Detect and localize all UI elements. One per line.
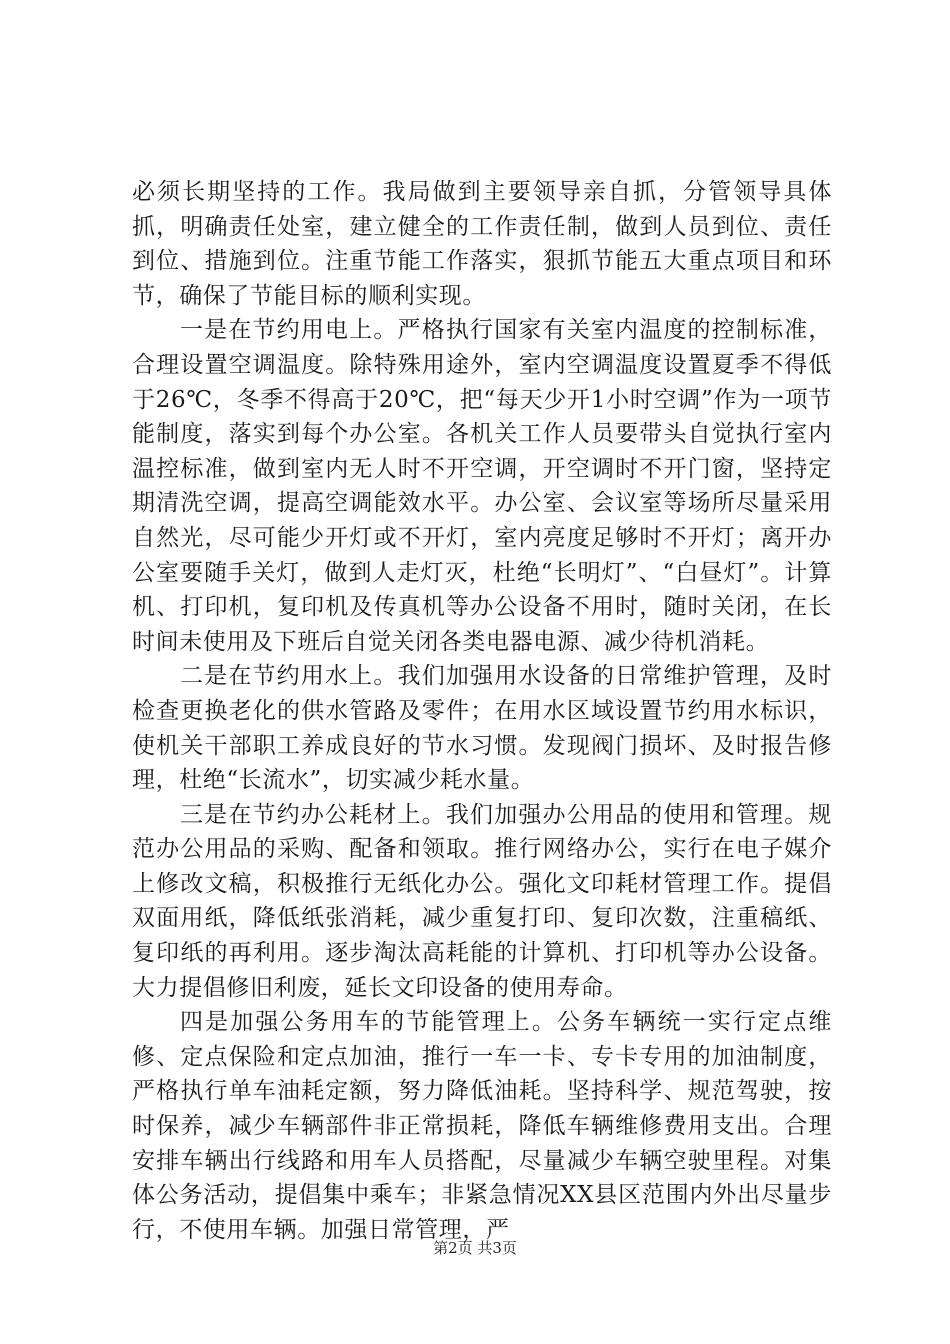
document-body: [132, 175, 832, 1247]
page-footer: 第2页 共3页: [433, 1239, 517, 1257]
paragraph-electricity: 一是在节约用电上。严格执行国家有关室内温度的控制标准，合理设置空调温度。除特殊用途外，室内空调温度设置夏季不得低于26℃，冬季不得高于20℃，把“每天少开1小时空调”作为一项节能制度，落实到每个办公室。各机关工作人员要带头自觉执行室内温控标准，做到室内无人时不开空调，开空调时不开门窗，坚持定期清洗空调，提高空调能效水平。办公室、会议室等场所尽量采用自然光，尽可能少开灯或不开灯，室内亮度足够时不开灯；离开办公室要随手关灯，做到人走灯灭，杜绝“长明灯”、“白昼灯”。计算机、打印机，复印机及传真机等办公设备不用时，随时关闭，在长时间未使用及下班后自觉关闭各类电器电源、减少待机消耗。: [132, 317, 832, 655]
paragraph-vehicles: 四是加强公务用车的节能管理上。公务车辆统一实行定点维修、定点保险和定点加油，推行一车一卡、专卡专用的加油制度，严格执行单车油耗定额，努力降低油耗。坚持科学、规范驾驶，按时保养，减少车辆部件非正常损耗，降低车辆维修费用支出。合理安排车辆出行线路和用车人员搭配，尽量减少车辆空驶里程。对集体公务活动，提倡集中乘车；非紧急情况XX县区范围内外出尽量步行，不使用车辆。加强日常管理，严: [132, 1009, 832, 1243]
paragraph-office-supplies: 三是在节约办公耗材上。我们加强办公用品的使用和管理。规范办公用品的采购、配备和领取。推行网络办公，实行在电子媒介上修改文稿，积极推行无纸化办公。强化文印耗材管理工作。提倡双面用纸，降低纸张消耗，减少重复打印、复印次数，注重稿纸、复印纸的再利用。逐步淘汰高耗能的计算机、打印机等办公设备。大力提倡修旧利废，延长文印设备的使用寿命。: [132, 801, 832, 1001]
paragraph-water: 二是在节约用水上。我们加强用水设备的日常维护管理，及时检查更换老化的供水管路及零件；在用水区域设置节约用水标识，使机关干部职工养成良好的节水习惯。发现阀门损坏、及时报告修理，杜绝“长流水”，切实减少耗水量。: [132, 663, 832, 794]
paragraph-continuation: 必须长期坚持的工作。我局做到主要领导亲自抓，分管领导具体抓，明确责任处室，建立健全的工作责任制，做到人员到位、责任到位、措施到位。注重节能工作落实，狠抓节能五大重点项目和环节，确保了节能目标的顺利实现。: [132, 179, 832, 309]
